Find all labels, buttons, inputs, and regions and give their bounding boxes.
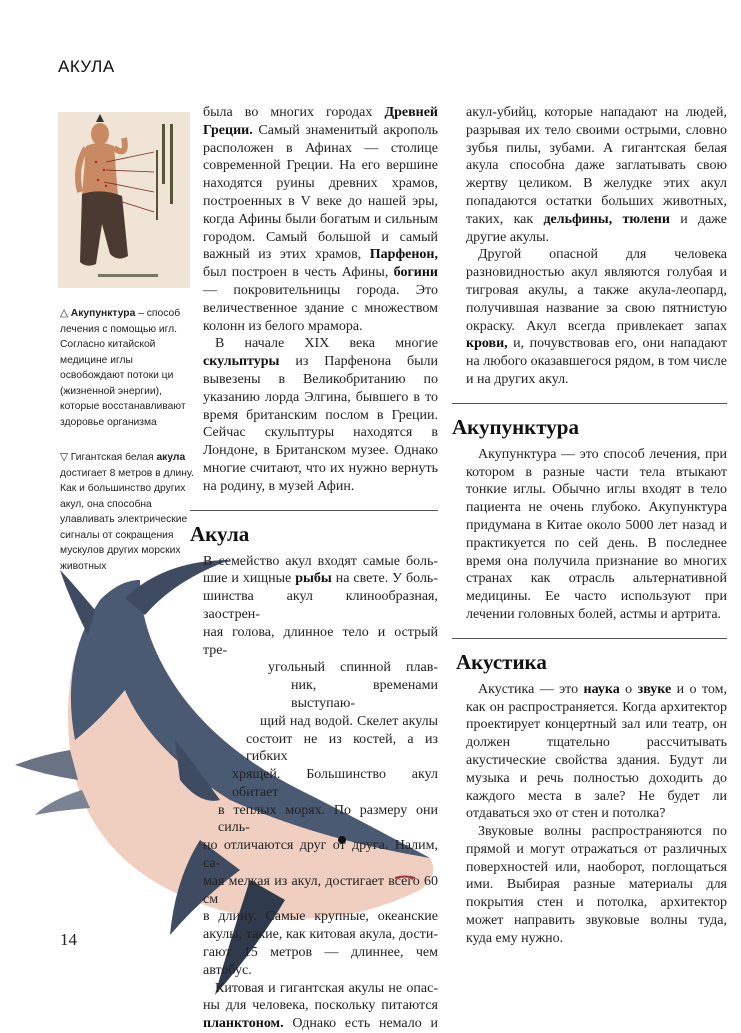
text-line [203,570,438,588]
text-run: ▽ Гигантская белая [60,452,157,463]
bold-term: Парфенон, [369,247,438,263]
text-run: гают 15 метров — длиннее, чем автобус. [203,945,438,978]
text-run: на свете. У боль- [331,571,438,587]
text-line [203,997,438,1015]
text-run: был построен в честь Афины, [203,265,394,281]
text-line [203,588,438,624]
killer-shark-text [466,104,727,389]
text-run: Другой опасной для человека разновидностью акул являются голубая и тигровая акулы, а также акула-леопард, получившая название за свою пятнистую окраску. Акул всегда привлекает запах [466,247,727,334]
right-column [452,104,727,948]
text-run: и, почувствовав его, они нападают на любого оказавшегося рядом, в том числе и на других акул. [466,336,727,387]
text-line [203,553,438,571]
text-run: в теплых морях. По размеру они силь- [218,802,438,836]
text-run: акул-убийц, которые нападают на людей, разрывая их тело своими острыми, словно зубья пилы, зубами. А гигантская белая акула способна даже заглатывать свою жертву целиком. В желудке этих акул попадаются остатки больших животных, таких, как [466,105,727,227]
text-run: и о том, как он распространяется. Когда архитектор проектирует концертный зал или театр, он должен тщательно рассчитывать акустические свойства здания. Будут ли музыка и речь полностью доходить до каждого места в зале? Не будет ли отдаваться эхо от стен и потолка? [466,681,727,822]
text-line [203,731,438,767]
greece-text [203,104,438,496]
text-line [203,659,438,677]
text-run: Акупунктура — это способ лечения, при котором в разные части тела втыкают тонкие иглы. Обычно иглы входят в тело пациента не очень глубоко. Акупунктура придумана в Китае около 5000 лет назад и практикуется по сей день. В последнее время она получила признание во многих странах как отрасль альтернативной медицины. Ее часто используют при лечении головных болей, астмы и артрита. [466,446,727,622]
acupuncture-heading: Акупунктура [452,414,579,439]
text-line [203,624,438,660]
text-run: ник, временами выступаю- [291,678,438,711]
acoustics-heading: Акустика [456,649,547,674]
bold-term: звуке [637,681,672,697]
text-run: шинства акул клинообразная, заострен- [203,589,438,622]
text-run: мая мелкая из акул, достигает всего 60 см [203,873,438,907]
captions [60,306,200,574]
text-line [203,802,438,838]
paragraph [466,823,727,948]
middle-column [190,104,438,1033]
bold-term: наука [583,681,620,697]
paragraph [203,104,438,335]
text-line [203,1015,438,1033]
page-number: 14 [60,930,77,949]
text-run: шие и хищные [203,571,296,587]
bold-term: крови, [466,336,508,352]
text-line [203,908,438,926]
paragraph [466,246,727,388]
text-run: хрящей. Большинство акул обитает [232,767,438,800]
text-run: но отличаются друг от друга. Налим, са- [203,838,438,872]
text-line [203,873,438,909]
text-run: о [619,681,638,697]
text-run: ны для человека, поскольку питаются [203,998,438,1014]
running-head: АКУЛА [58,57,115,76]
bold-term: Древней Греции. [203,105,438,138]
bold-term: акула [156,452,186,463]
text-run: щий над водой. Скелет акулы [260,713,438,729]
divider [190,510,438,511]
text-run: Китовая и гигантская акулы не опас- [215,980,438,996]
text-line [203,766,438,802]
bold-term: богини [393,265,438,281]
text-run: △ [60,308,71,319]
text-run: В начале XIX века многие [215,336,438,352]
text-run: угольный спинной плав- [268,660,438,676]
divider [452,403,727,404]
shark-heading: Акула [190,521,250,546]
divider [452,638,727,639]
bold-term: скульптуры [203,354,280,370]
text-line [203,980,438,998]
text-run: в длину. Самые крупные, океанские [203,909,438,925]
paragraph [466,104,727,246]
text-run: Звуковые волны распространяются по прямой и могут отражаться от различных поверхностей или, наоборот, поглощаться ими. Выбирая разные материалы для покрытия стен и потолка, архитектор может направить звуковые волны туда, куда ему нужно. [466,824,727,946]
paragraph [466,446,727,624]
bold-term: планктоном. [203,1016,284,1032]
paragraph [466,681,727,823]
paragraph [203,335,438,495]
text-run: – способ лечения с помощью игл. Согласно китайской медицине иглы освобождают потоки ци (жизненной энергии), которые восстанавливают здоровье организма [60,308,186,428]
text-run: Однако есть немало и [283,1016,438,1032]
text-run: состоит не из костей, а из гибких [246,731,438,765]
acupuncture-text [466,446,727,624]
bold-term: Акупунктура [70,308,136,319]
text-run: и даже другие акулы. [466,211,727,245]
text-run: была во многих городах [203,105,385,120]
text-run: Акустика — это [478,681,584,697]
text-line [203,713,438,731]
text-line [203,837,438,873]
acoustics-text [466,681,727,948]
acupuncture-caption [60,306,200,430]
text-line [203,926,438,944]
bold-term: дельфины, тюлени [543,211,670,227]
text-line [203,944,438,980]
text-run: акулы, такие, как китовая акула, дости- [203,927,438,943]
text-line [203,677,438,713]
text-run: достигает 8 метров в длину. Как и большинство других акул, она способна улавливать электрические сигналы от сокращения мускулов других морских животных [60,467,194,572]
shark-text [203,553,438,1033]
text-run: ная голова, длинное тело и острый тре- [203,624,438,658]
bold-term: рыбы [295,571,332,587]
acupuncture-illustration [58,112,190,288]
text-run: В семейство акул входят самые боль- [203,553,438,569]
text-run: — покровительницы города. Это величественное здание с множеством колонн из белого мрамора. [203,282,438,334]
text-run: Самый знаменитый акрополь расположен в Афинах — столице современной Греции. На его вершине находятся руины древних храмов, построенных в V веке до нашей эры, когда Афины были богатым и сильным городом. Самый большой и самый важный из этих храмов, [203,122,438,263]
text-run: из Парфенона были вывезены в Великобританию по указанию лорда Элгина, бывшего в то время британским послом в Греции. Сейчас скульптуры находятся в Лондоне, в Британском музее. Однако многие считают, что их нужно вернуть на родину, в музей Афин. [203,354,438,494]
